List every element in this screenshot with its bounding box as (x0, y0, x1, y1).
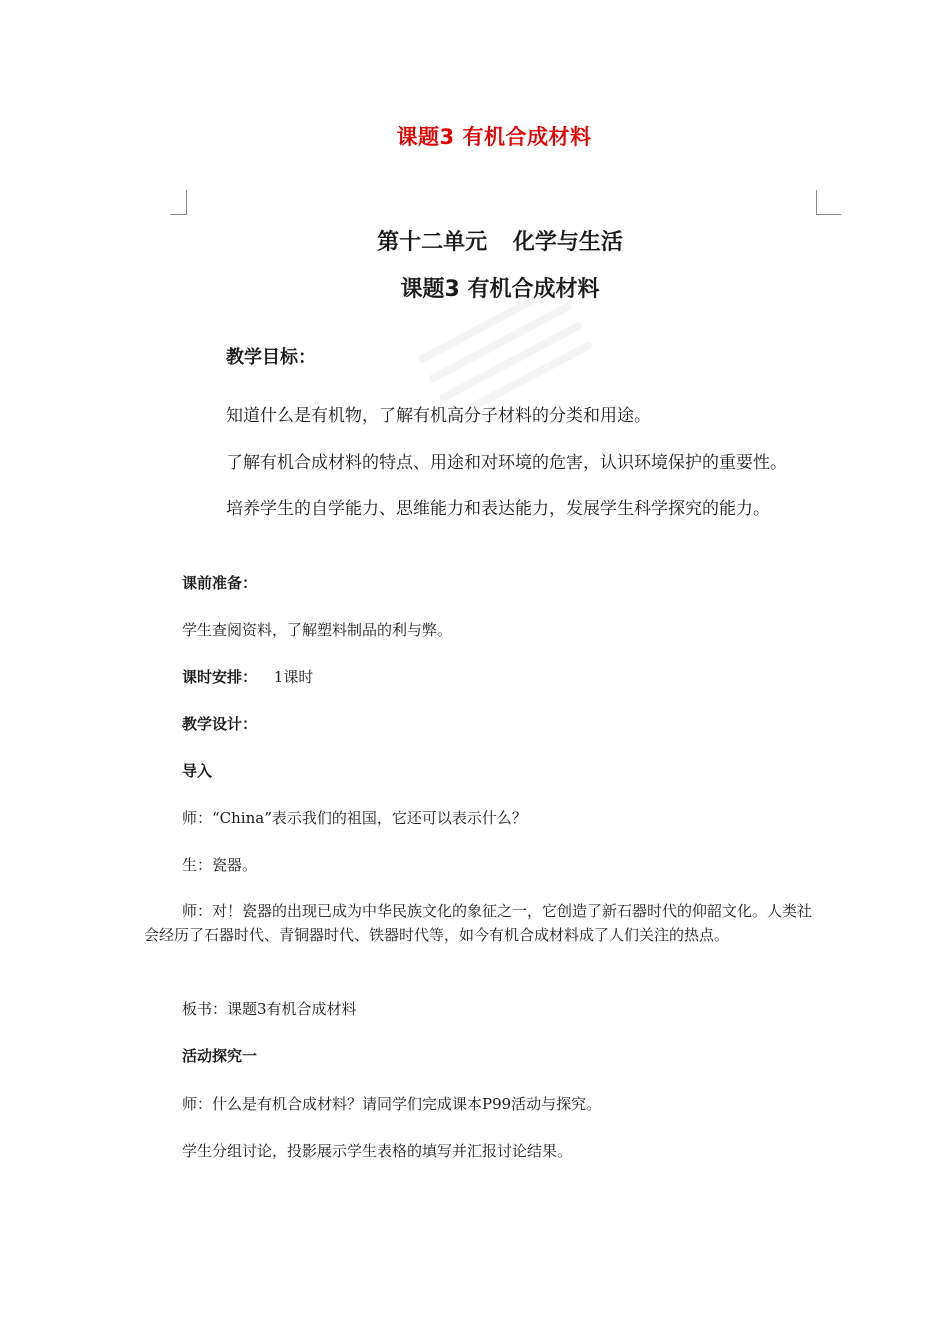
page-header-title: 课题3 有机合成材料 (396, 125, 592, 149)
margin-corner-mark-left (170, 190, 187, 215)
unit-title: 第十二单元 化学与生活 (377, 230, 623, 255)
lesson-title: 课题3 有机合成材料 (400, 277, 600, 302)
activity-student-line: 学生分组讨论，投影展示学生表格的填写并汇报讨论结果。 (182, 1142, 573, 1160)
objective-item: 了解有机合成材料的特点、用途和对环境的危害，认识环境保护的重要性。 (226, 453, 787, 473)
schedule-label: 课时安排： (182, 668, 258, 686)
intro-student-line: 生：瓷器。 (182, 856, 258, 874)
schedule-value: 1课时 (273, 668, 314, 686)
activity-heading: 活动探究一 (182, 1047, 258, 1065)
design-heading: 教学设计： (182, 715, 258, 733)
margin-corner-mark-right (816, 190, 841, 215)
objective-item: 知道什么是有机物，了解有机高分子材料的分类和用途。 (226, 406, 651, 426)
prep-text: 学生查阅资料，了解塑料制品的利与弊。 (182, 621, 453, 639)
schedule-line (182, 666, 313, 687)
board-text: 板书：课题3有机合成材料 (182, 1000, 357, 1018)
activity-teacher-line: 师：什么是有机合成材料？请同学们完成课本P99活动与探究。 (182, 1095, 602, 1113)
intro-paragraph: 师：对！瓷器的出现已成为中华民族文化的象征之一，它创造了新石器时代的仰韶文化。人类社会经历了石器时代、青铜器时代、铁器时代等，如今有机合成材料成了人们关注的热点。 (144, 902, 813, 944)
prep-heading: 课前准备： (182, 574, 258, 592)
intro-heading: 导入 (182, 762, 213, 780)
intro-teacher-line: 师：“China”表示我们的祖国，它还可以表示什么？ (182, 809, 527, 827)
objective-item: 培养学生的自学能力、思维能力和表达能力，发展学生科学探究的能力。 (226, 499, 770, 519)
objectives-heading: 教学目标： (226, 347, 316, 368)
